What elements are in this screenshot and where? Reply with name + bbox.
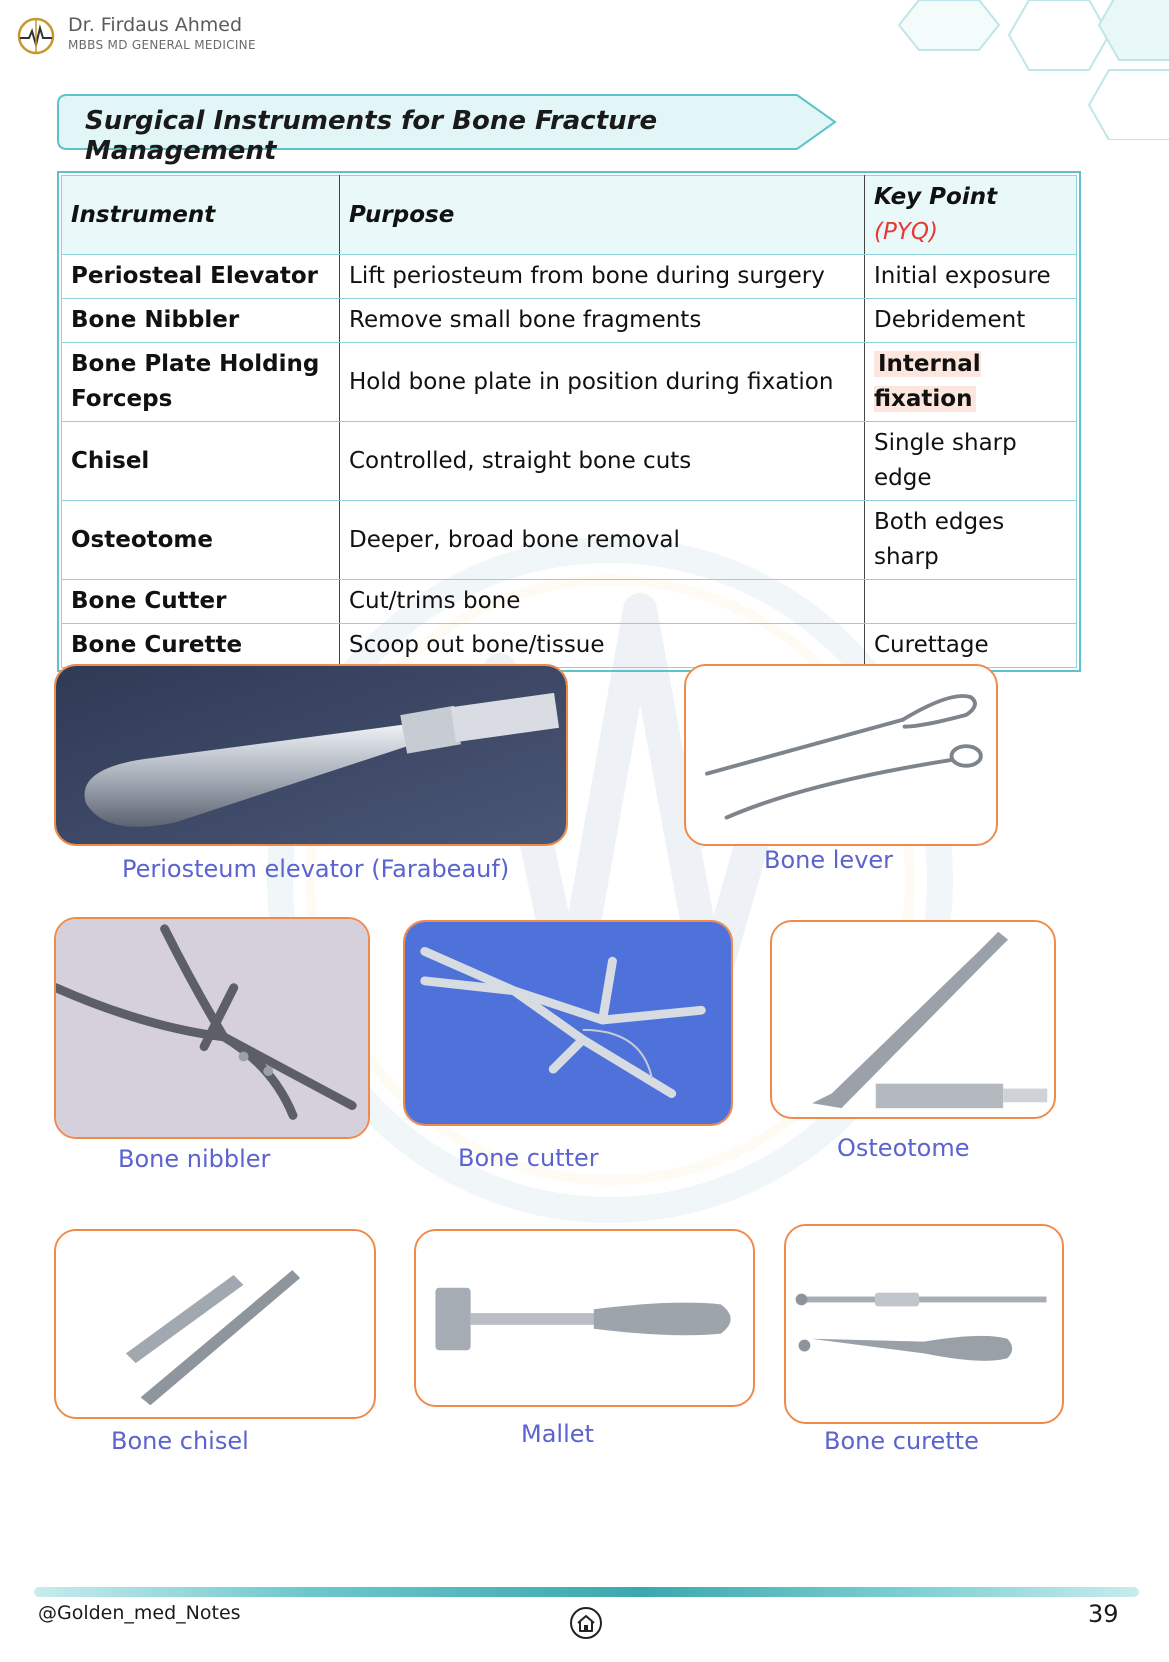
key-point-cell <box>865 343 1077 422</box>
caption-periosteum-elevator: Periosteum elevator (Farabeauf) <box>122 855 510 883</box>
key-point-cell: Debridement <box>865 299 1077 343</box>
purpose-cell: Remove small bone fragments <box>340 299 865 343</box>
bone-curette-illustration <box>786 1226 1062 1422</box>
osteotome-illustration <box>772 922 1054 1117</box>
title-banner <box>57 94 837 166</box>
instrument-cell: Bone Plate Holding Forceps <box>62 343 340 422</box>
header-key-point-label: Key Point <box>874 184 998 210</box>
author-name: Dr. Firdaus Ahmed <box>68 14 243 36</box>
bone-lever-illustration <box>686 666 996 844</box>
periosteum-elevator-illustration <box>56 666 566 844</box>
bone-cutter-image <box>403 920 733 1126</box>
purpose-cell: Hold bone plate in position during fixation <box>340 343 865 422</box>
instrument-cell: Bone Cutter <box>62 580 340 624</box>
instrument-cell: Chisel <box>62 422 340 501</box>
mallet-image <box>414 1229 755 1407</box>
header-purpose: Purpose <box>340 176 865 255</box>
bone-chisel-illustration <box>56 1231 374 1417</box>
header-instrument: Instrument <box>62 176 340 255</box>
key-point-cell: Both edges sharp <box>865 501 1077 580</box>
page-number: 39 <box>1088 1600 1119 1628</box>
author-credentials: MBBS MD GENERAL MEDICINE <box>68 38 256 52</box>
caduceus-heartbeat-logo-icon <box>16 16 56 56</box>
bone-curette-image <box>784 1224 1064 1424</box>
purpose-cell: Deeper, broad bone removal <box>340 501 865 580</box>
caption-bone-curette: Bone curette <box>824 1427 979 1455</box>
mallet-illustration <box>416 1231 753 1405</box>
purpose-cell: Controlled, straight bone cuts <box>340 422 865 501</box>
table-row <box>62 580 1077 624</box>
table-row <box>62 501 1077 580</box>
bone-cutter-illustration <box>405 922 731 1124</box>
key-point-cell: Curettage <box>865 624 1077 668</box>
bone-nibbler-image <box>54 917 370 1139</box>
caption-osteotome: Osteotome <box>837 1134 970 1162</box>
periosteum-elevator-image <box>54 664 568 846</box>
key-point-cell: Initial exposure <box>865 255 1077 299</box>
purpose-cell: Scoop out bone/tissue <box>340 624 865 668</box>
key-point-cell <box>865 580 1077 624</box>
table-row <box>62 255 1077 299</box>
highlighted-key-point: Internal fixation <box>874 351 981 412</box>
bone-lever-image <box>684 664 998 846</box>
instrument-cell: Bone Curette <box>62 624 340 668</box>
osteotome-image <box>770 920 1056 1119</box>
header-key-point <box>865 176 1077 255</box>
table-row <box>62 624 1077 668</box>
bone-chisel-image <box>54 1229 376 1419</box>
brand-header <box>16 14 286 58</box>
hexagon-decoration <box>889 0 1169 140</box>
key-point-cell: Single sharp edge <box>865 422 1077 501</box>
table-header-row <box>62 176 1077 255</box>
table-row <box>62 343 1077 422</box>
caption-bone-lever: Bone lever <box>764 846 894 874</box>
table-row <box>62 299 1077 343</box>
caption-bone-cutter: Bone cutter <box>458 1144 599 1172</box>
page-title: Surgical Instruments for Bone Fracture Management <box>85 106 658 166</box>
instrument-cell: Periosteal Elevator <box>62 255 340 299</box>
purpose-cell: Cut/trims bone <box>340 580 865 624</box>
caption-mallet: Mallet <box>521 1420 594 1448</box>
bone-nibbler-illustration <box>56 919 368 1137</box>
instrument-cell: Osteotome <box>62 501 340 580</box>
pyq-tag: (PYQ) <box>874 219 938 245</box>
home-icon[interactable] <box>569 1606 603 1640</box>
instruments-table <box>57 171 1081 672</box>
footer-divider <box>34 1587 1139 1597</box>
purpose-cell: Lift periosteum from bone during surgery <box>340 255 865 299</box>
caption-bone-chisel: Bone chisel <box>111 1427 249 1455</box>
social-handle: @Golden_med_Notes <box>38 1602 241 1624</box>
caption-bone-nibbler: Bone nibbler <box>118 1145 271 1173</box>
instrument-cell: Bone Nibbler <box>62 299 340 343</box>
table-row <box>62 422 1077 501</box>
